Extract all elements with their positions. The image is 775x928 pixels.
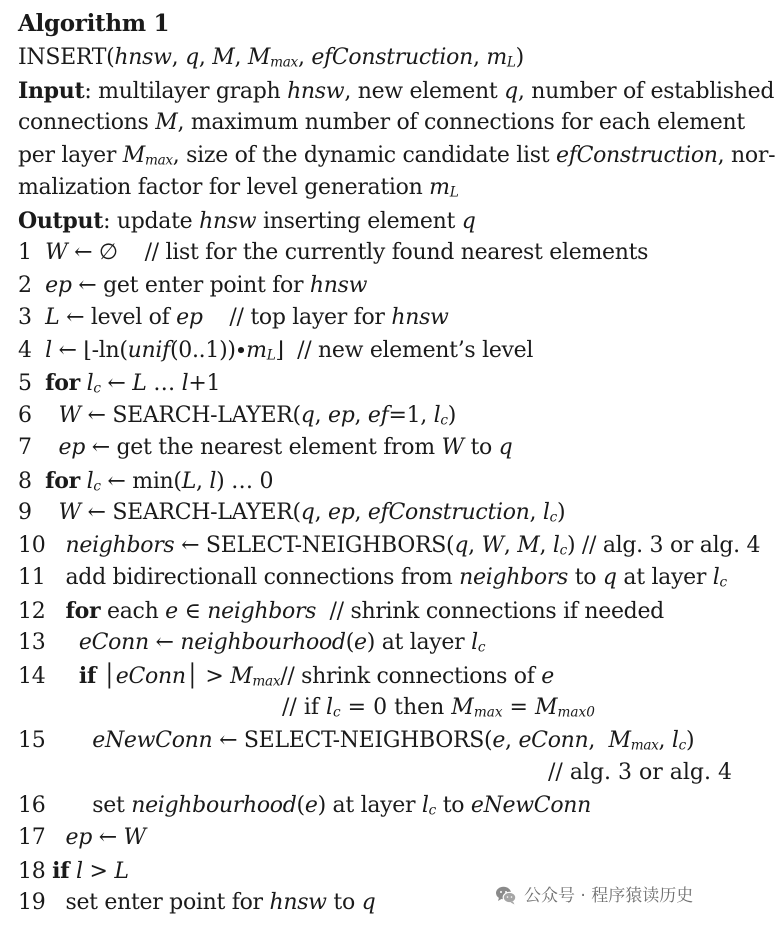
algo-line-15: 15 eNewConn ← SELECT-NEIGHBORS(e, eConn, $M_{max}$, $l_c$): [18, 728, 695, 754]
algo-line-16: 16 set neighbourhood(e) at layer $l_c$ to eNewConn: [18, 793, 592, 819]
algo-line-3: 3 L ← level of ep // top layer for hnsw: [18, 305, 449, 330]
algo-line-8: 8 for $l_c$ ← min(L, l) … 0: [18, 468, 274, 495]
algorithm-title: Algorithm 1: [18, 10, 170, 37]
input-label: Input: [18, 78, 85, 104]
algo-line-5: 5 for $l_c$ ← L … l+1: [18, 370, 221, 397]
algo-line-14: 14 if │eConn│ > $M_{max}//$ shrink connections of e: [18, 663, 554, 690]
algo-line-9: 9 W ← SEARCH-LAYER(q, ep, efConstruction, $l_c$): [18, 500, 566, 526]
input-line-4: malization factor for level generation $m_L$: [18, 175, 459, 201]
output-label: Output: [18, 208, 104, 234]
algo-line-17: 17 ep ← W: [18, 825, 146, 850]
input-line-1: Input: multilayer graph hnsw, new element q, number of established: [18, 78, 775, 104]
algo-line-12: 12 for each e ∈ neighbors // shrink connections if needed: [18, 598, 664, 624]
algo-line-15-comment: // alg. 3 or alg. 4: [548, 760, 733, 785]
algo-line-1: 1 W ← ∅ // list for the currently found nearest elements: [18, 240, 649, 265]
algo-line-10: 10 neighbors ← SELECT-NEIGHBORS(q, W, M, $l_c$) // alg. 3 or alg. 4: [18, 533, 761, 559]
wechat-icon: [494, 883, 518, 907]
algo-line-4: 4 l ← $⌊-\ln(unif(0..1))\cdot m_L⌋$ // new element’s level: [18, 338, 534, 364]
algo-line-19: 19 set enter point for hnsw to q: [18, 890, 376, 915]
algo-line-2: 2 ep ← get enter point for hnsw: [18, 273, 368, 298]
watermark-text: 公众号 · 程序猿读历史: [524, 886, 694, 906]
algo-line-18: 18 if l > L: [18, 858, 129, 884]
output-line: Output: update hnsw inserting element q: [18, 208, 476, 234]
watermark: [494, 883, 693, 908]
input-line-3: per layer $M_{max}$, size of the dynamic candidate list efConstruction, nor-: [18, 143, 775, 169]
algo-line-6: 6 W ← SEARCH-LAYER(q, ep, ef=1, $l_c$): [18, 403, 457, 429]
algo-line-13: 13 eConn ← neighbourhood(e) at layer $l_c$: [18, 630, 486, 656]
algo-line-14-comment: // if $l_c = 0$ then $M_{max} = M_{max0}$: [282, 695, 595, 721]
algo-line-11: 11 add bidirectionall connections from neighbors to q at layer $l_c$: [18, 565, 727, 591]
input-line-2: connections M, maximum number of connections for each element: [18, 110, 745, 135]
algorithm-signature: INSERT(hnsw, q, M, $M_{max}$, efConstruction, $m_L$): [18, 45, 524, 71]
algo-line-7: 7 ep ← get the nearest element from W to q: [18, 435, 513, 460]
